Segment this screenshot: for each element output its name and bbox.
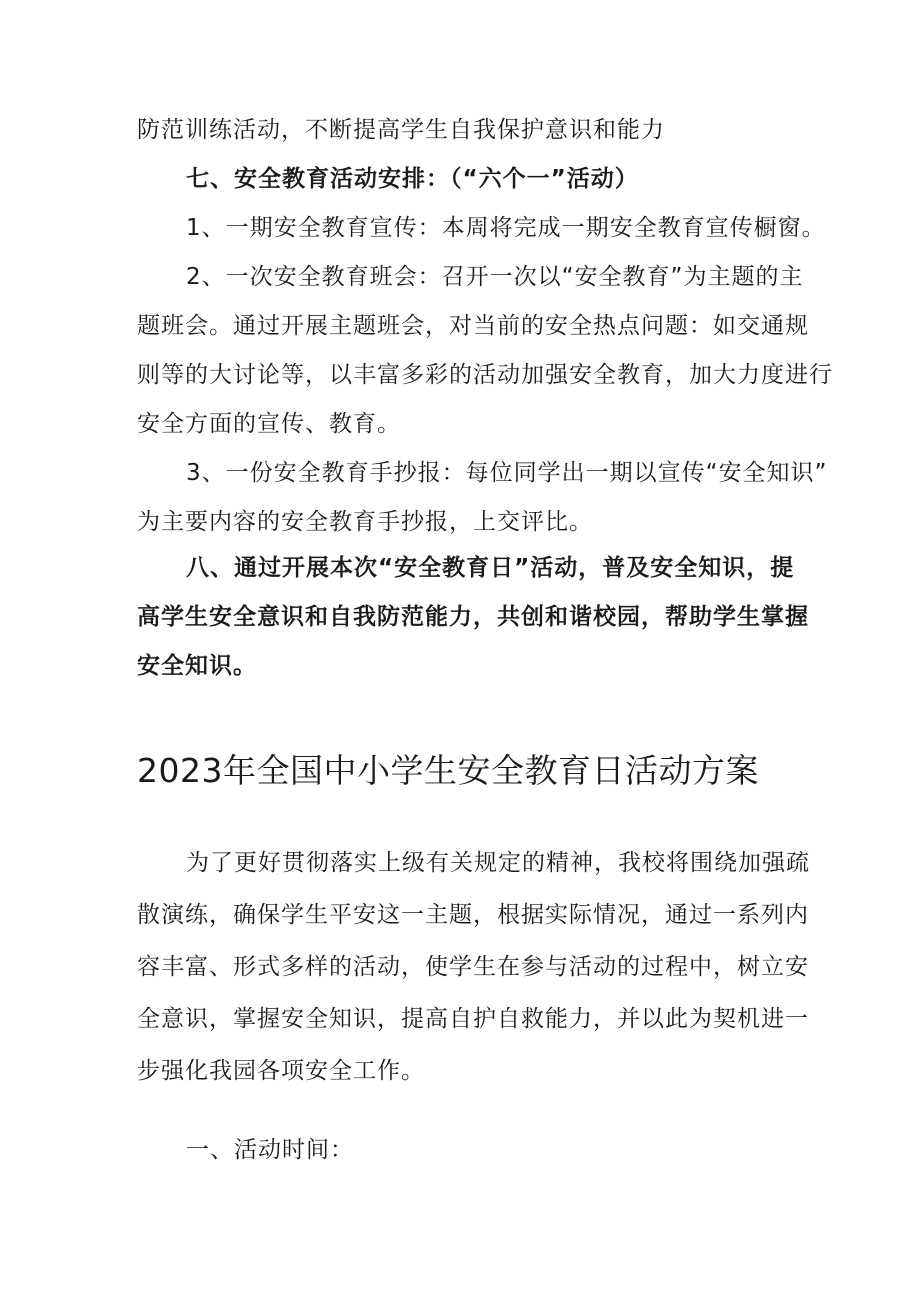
section-heading: 八、通过开展本次“安全教育日”活动，普及安全知识，提 xyxy=(186,555,795,581)
text-line: 3、一份安全教育手抄报：每位同学出一期以宣传“安全知识” xyxy=(186,460,828,486)
section-heading: 安全知识。 xyxy=(137,653,257,679)
text-line: 则等的大讨论等，以丰富多彩的活动加强安全教育，加大力度进行 xyxy=(137,362,833,388)
section-heading: 一、活动时间： xyxy=(186,1137,354,1163)
section-heading: 七、安全教育活动安排：（“六个一”活动） xyxy=(186,166,639,192)
text-line: 题班会。通过开展主题班会，对当前的安全热点问题：如交通规 xyxy=(137,313,809,339)
text-line: 安全方面的宣传、教育。 xyxy=(137,411,401,437)
text-line: 步强化我园各项安全工作。 xyxy=(137,1058,425,1084)
text-line: 散演练，确保学生平安这一主题，根据实际情况，通过一系列内 xyxy=(137,902,809,928)
text-line: 为了更好贯彻落实上级有关规定的精神，我校将围绕加强疏 xyxy=(186,850,810,876)
page-title: 2023年全国中小学生安全教育日活动方案 xyxy=(137,751,759,790)
text-line: 防范训练活动，不断提高学生自我保护意识和能力 xyxy=(137,117,665,143)
text-line: 全意识，掌握安全知识，提高自护自救能力，并以此为契机进一 xyxy=(137,1006,809,1032)
text-line: 容丰富、形式多样的活动，使学生在参与活动的过程中，树立安 xyxy=(137,954,809,980)
section-heading: 高学生安全意识和自我防范能力，共创和谐校园，帮助学生掌握 xyxy=(137,604,809,630)
text-line: 2、一次安全教育班会：召开一次以“安全教育”为主题的主 xyxy=(186,264,804,290)
text-line: 为主要内容的安全教育手抄报，上交评比。 xyxy=(137,509,593,535)
text-line: 1、一期安全教育宣传：本周将完成一期安全教育宣传橱窗。 xyxy=(186,215,826,241)
